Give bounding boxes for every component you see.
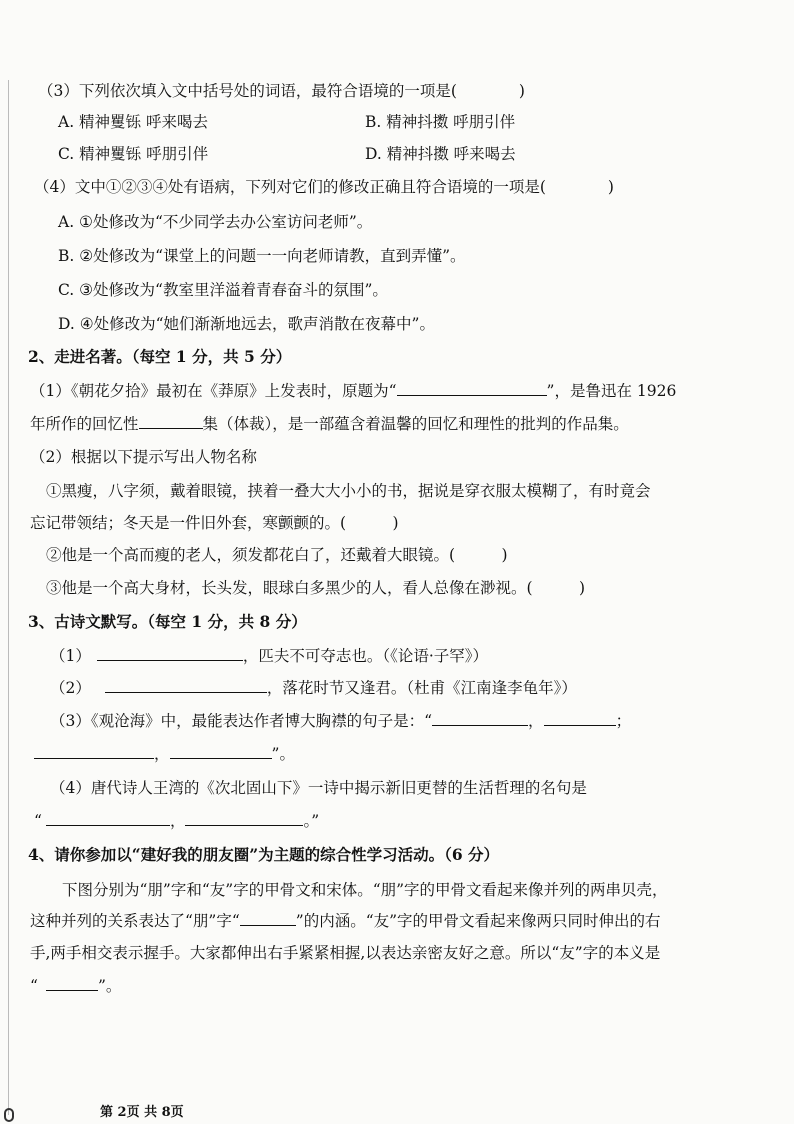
q3-4-blank-1[interactable] <box>46 810 170 826</box>
q1-3-option-a: A. 精神矍铄 呼来喝去 <box>58 113 208 131</box>
q2-2-item1-line2: 忘记带领结；冬天是一件旧外套，寒颤颤的。( ) <box>30 514 399 532</box>
q2-1-text-b: ”，是鲁迅在 1926 <box>546 382 677 400</box>
q3-3-text: （3）《观沧海》中，最能表达作者博大胸襟的句子是：“ <box>50 712 433 730</box>
q3-3-comma: ， <box>528 712 544 730</box>
q4-close: ”。 <box>97 977 122 995</box>
page-footer: 第 2页 共 8页 <box>100 1105 184 1120</box>
scan-margin-mark <box>4 1108 14 1122</box>
q3-title: 3、古诗文默写。（每空 1 分，共 8 分） <box>28 612 307 631</box>
q1-4-option-b: B. ②处修改为“课堂上的问题一一向老师请教，直到弄懂”。 <box>58 247 466 265</box>
q3-3-blank-1[interactable] <box>432 710 528 726</box>
q3-3-line2 <box>34 743 295 765</box>
q1-4-option-a: A. ①处修改为“不少同学去办公室访问老师”。 <box>58 213 373 231</box>
q3-4-blank-2[interactable] <box>185 810 303 826</box>
q2-1-text-d: 集（体裁），是一部蕴含着温馨的回忆和理性的批判的作品集。 <box>202 415 629 433</box>
q1-3-stem: （3）下列依次填入文中括号处的词语，最符合语境的一项是( ) <box>38 82 525 100</box>
page-edge-line <box>8 80 9 1115</box>
q4-open-quote: “ <box>30 977 38 995</box>
q2-2-item3: ③他是一个高大身材，长头发，眼球白多黑少的人，看人总像在渺视。( ) <box>46 579 586 597</box>
q3-3-semicolon: ； <box>615 712 632 730</box>
q2-2-item2: ②他是一个高而瘦的老人，须发都花白了，还戴着大眼镜。( ) <box>46 546 508 564</box>
q3-3-blank-3[interactable] <box>34 743 154 759</box>
q3-3-line1 <box>50 710 631 732</box>
q4-paragraph-line4 <box>30 975 121 997</box>
q3-2-text: ，落花时节又逢君。（杜甫《江南逢李龟年》） <box>266 679 577 697</box>
q1-4-option-c: C. ③处修改为“教室里洋溢着青春奋斗的氛围”。 <box>58 281 388 299</box>
q2-1-blank-genre[interactable] <box>139 413 203 429</box>
q3-1-blank[interactable] <box>97 645 243 661</box>
q4-paragraph-line3: 手,两手相交表示握手。大家都伸出右手紧紧相握,以表达亲密友好之意。所以“友”字的本义是 <box>30 944 661 962</box>
q3-2-blank[interactable] <box>105 677 267 693</box>
q4-blank-you-meaning[interactable] <box>46 975 98 991</box>
q1-4-stem: （4）文中①②③④处有语病，下列对它们的修改正确且符合语境的一项是( ) <box>34 178 614 196</box>
q3-1-text: ，匹夫不可夺志也。（《论语·子罕》） <box>242 647 489 665</box>
q2-2-title: （2）根据以下提示写出人物名称 <box>30 448 257 466</box>
q2-1-line2 <box>30 413 629 435</box>
q3-4-comma: ， <box>169 812 186 830</box>
q3-4-line2 <box>34 810 319 832</box>
q3-4-open-quote: “ <box>34 812 42 830</box>
q3-2-number: （2） <box>50 679 91 697</box>
q3-4-end: 。” <box>303 812 320 830</box>
q3-4-line1: （4）唐代诗人王湾的《次北固山下》一诗中揭示新旧更替的生活哲理的名句是 <box>50 779 587 797</box>
q3-1-line <box>50 645 488 667</box>
q2-2-item1-line1: ①黑瘦，八字须，戴着眼镜，挟着一叠大大小小的书，据说是穿衣服太模糊了，有时竟会 <box>46 482 651 500</box>
q4-title: 4、请你参加以“建好我的朋友圈”为主题的综合性学习活动。（6 分） <box>28 845 500 864</box>
q2-title: 2、走进名著。（每空 1 分，共 5 分） <box>28 347 292 366</box>
q1-3-option-d: D. 精神抖擞 呼来喝去 <box>365 145 516 163</box>
q3-3-comma-2: ， <box>154 745 170 763</box>
q4-text-b: ”的内涵。“友”字的甲骨文看起来像两只同时伸出的右 <box>295 912 661 930</box>
q4-text-a: 这种并列的关系表达了“朋”字“ <box>30 912 240 930</box>
q4-paragraph-line1: 下图分别为“朋”字和“友”字的甲骨文和宋体。“朋”字的甲骨文看起来像并列的两串贝壳， <box>62 881 668 899</box>
q2-1-text-a: （1）《朝花夕拾》最初在《莽原》上发表时，原题为“ <box>30 382 397 400</box>
q3-3-blank-2[interactable] <box>544 710 616 726</box>
q2-1-text-c: 年所作的回忆性 <box>30 415 139 433</box>
q4-paragraph-line2 <box>30 910 661 932</box>
q3-1-number: （1） <box>50 647 91 665</box>
q1-3-option-b: B. 精神抖擞 呼朋引伴 <box>365 113 516 131</box>
q3-3-blank-4[interactable] <box>170 743 272 759</box>
q3-2-line <box>50 677 577 699</box>
q1-3-option-c: C. 精神矍铄 呼朋引伴 <box>58 145 209 163</box>
q2-1-line1 <box>30 380 676 402</box>
q3-3-end: ”。 <box>271 745 295 763</box>
q2-1-blank-original-title[interactable] <box>397 380 547 396</box>
q1-4-option-d: D. ④处修改为“她们渐渐地远去，歌声消散在夜幕中”。 <box>58 315 435 333</box>
q4-blank-peng-meaning[interactable] <box>240 910 296 926</box>
